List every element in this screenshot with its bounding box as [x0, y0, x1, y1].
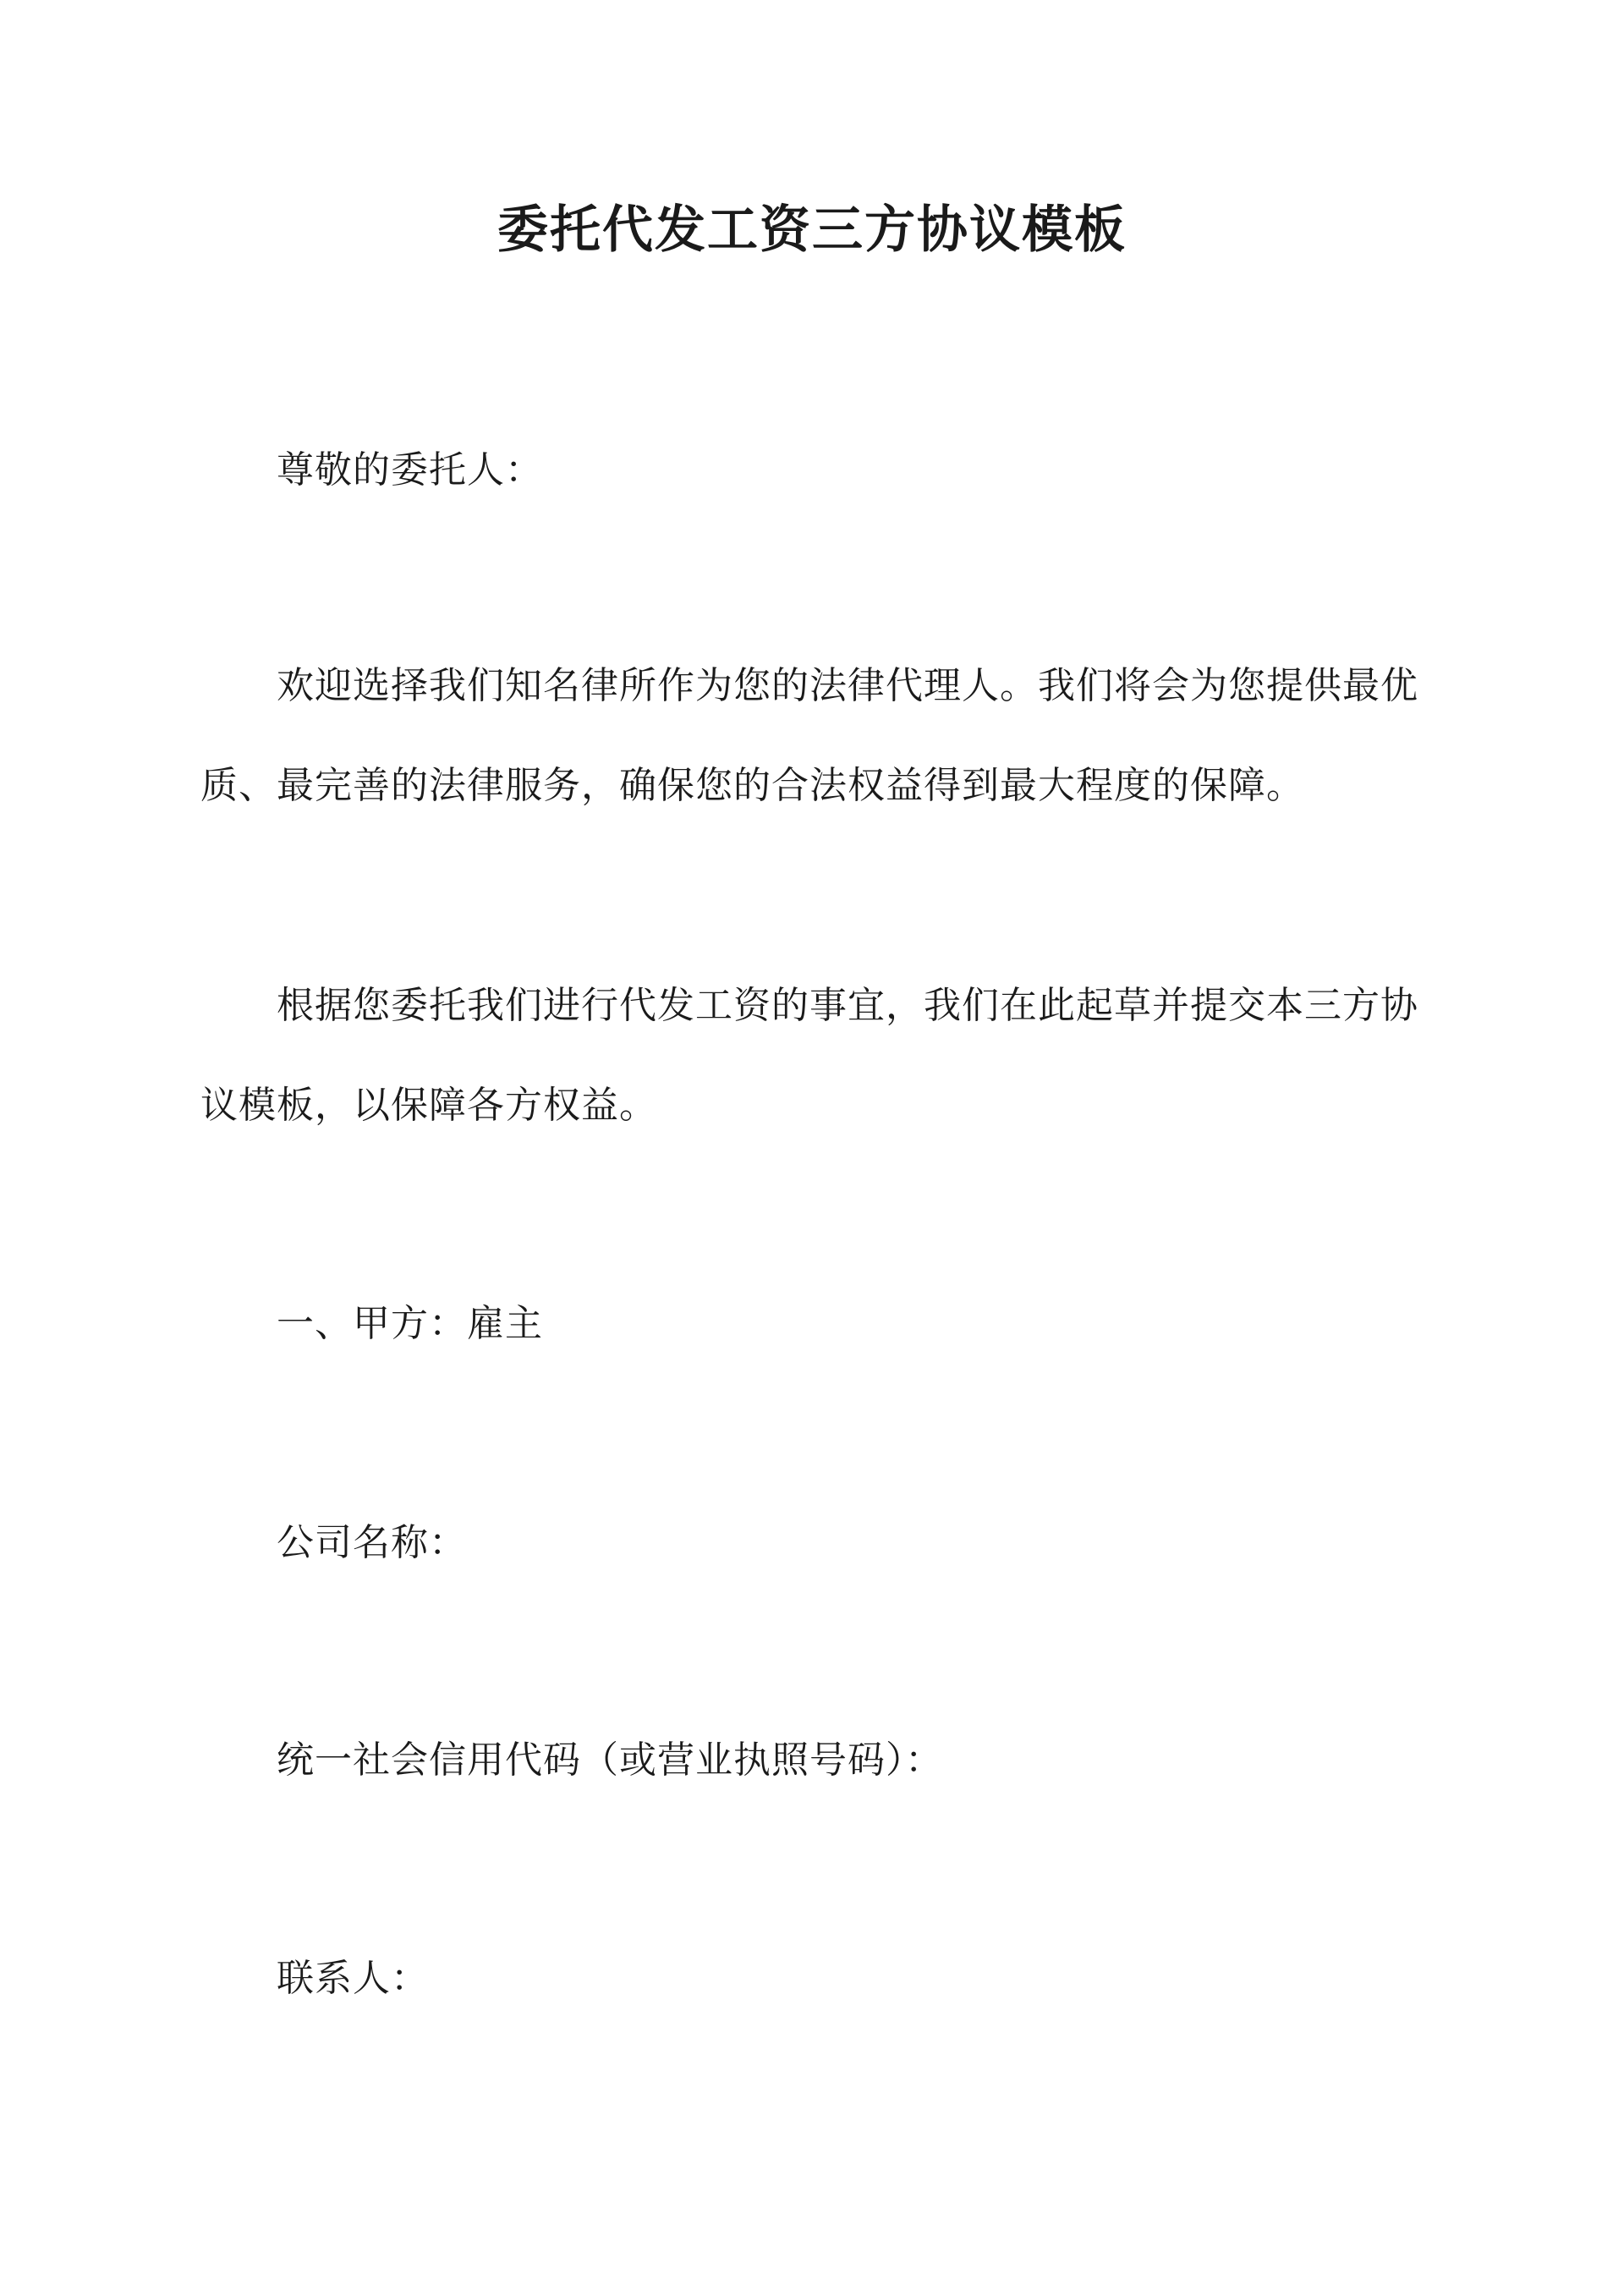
- company-name-label: 公司名称：: [277, 1521, 467, 1564]
- credit-code-label: 统一社会信用代码（或营业执照号码）：: [277, 1738, 943, 1782]
- document-title: 委托代发工资三方协议模板: [497, 200, 1127, 260]
- contact-label: 联系人：: [277, 1957, 429, 2000]
- intro-paragraph: 欢迎选择我们知名律所作为您的法律代理人。我们将会为您提供最优质、最完善的法律服务，确保您的合法权益得到最大程度的保障。: [200, 664, 1418, 807]
- party-a-heading: 一、甲方：雇主: [277, 1302, 543, 1345]
- basis-paragraph: 根据您委托我们进行代发工资的事宜，我们在此起草并提交本三方协议模板，以保障各方权益。: [200, 984, 1418, 1127]
- salutation-paragraph: 尊敬的委托人：: [277, 448, 543, 492]
